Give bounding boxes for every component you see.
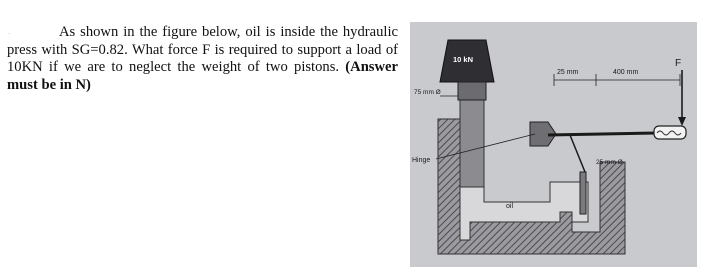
hinge-label: Hinge	[412, 157, 431, 164]
faint-mark: ..	[8, 30, 11, 36]
lever-arm	[548, 133, 656, 135]
question-body: As shown in the figure below, oil is inside the hydraulic press with SG=0.82. What force F is required to support a load of 10KN if we are to neglect the weight of two pistons.	[7, 24, 398, 75]
load-label: 10 kN	[453, 55, 474, 64]
hydraulic-press-figure	[410, 22, 697, 267]
small-piston-diameter-label: 25 mm Ø	[596, 159, 623, 166]
large-cylinder	[460, 97, 484, 187]
question-text	[7, 24, 398, 94]
arm-length-label: 400 mm	[613, 69, 639, 76]
large-piston	[458, 82, 486, 100]
answer-note: (Answer must be in N)	[7, 59, 398, 93]
force-label: F	[675, 58, 682, 69]
large-piston-diameter-label: 75 mm Ø	[414, 89, 441, 96]
hydraulic-press-diagram	[410, 22, 697, 267]
small-piston	[580, 172, 586, 214]
gap-label: 25 mm	[557, 69, 579, 76]
oil-label: oil	[506, 203, 514, 210]
